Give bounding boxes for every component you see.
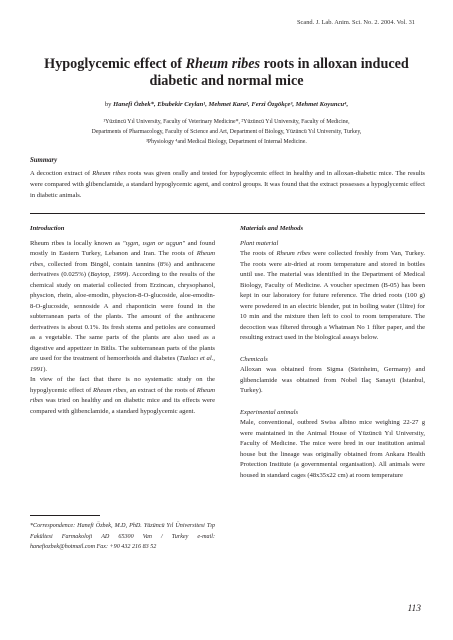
title-line1-pre: Hypoglycemic effect of: [44, 56, 186, 72]
text-run-italic: Tuzlacı et al., 1991: [30, 355, 215, 373]
section-divider: [30, 213, 425, 214]
text-run: , an extract of the roots of: [126, 386, 197, 394]
article-title: [30, 56, 423, 90]
title-line1-post: roots in alloxan induced: [260, 56, 409, 72]
affiliation-line: ¹Yüzüncü Yıl University, Faculty of Veterinary Medicine*, ²Yüzüncü Yıl University, Faculty of Medicine,: [103, 119, 350, 125]
title-line2: diabetic and normal mice: [149, 73, 304, 89]
intro-paragraph-1: [30, 239, 215, 376]
page-number: 113: [407, 604, 421, 614]
text-run: The roots of: [240, 250, 277, 257]
summary-text-part: roots was given orally and tested for hypoglycemic effect in healthy and in alloxan-diabetic mice. The results were compared with glibenclamide, a standard hypoglycemic agent, and control groups. It was found that the extract possesses a hypoglycemic effect in diabetic animals.: [30, 170, 425, 199]
summary-heading: Summary: [30, 157, 58, 164]
authors-by: by: [104, 101, 114, 108]
text-run: were collected freshly from Van, Turkey. The roots were air-dried at room temperature and stored in bottles until use. The material was identified in the Department of Medical Biology, Faculty of Medicine. A voucher specimen (B-05) has been kept in our laboratory for future reference. The dried roots (100 g) were powdered in an electric blender, put in boiling water (1litre) for 10 min and the mixture then left to cool to room temperature. The decoction was filtered through a Whatman No 1 filter paper, and the resulting extract used in the biological assays below.: [240, 250, 425, 341]
text-run: and found mostly in Eastern Turkey, Lebanon and Iran. The roots of: [30, 239, 215, 257]
text-run: , collected from Bingöl, contain tannins (8%) and anthracene derivatives (0.025%) (: [30, 260, 215, 278]
text-run: ). According to the results of the chemical study on material collected from Erzincan, chrysophanol, physcion, rhein, aloe-emodin, physcion-8-O-glucoside, aloe-emodin-8-O-glucoside, sennoside A and rhaponticin were found in the subterranean parts of the plants. The amount of the anthracene derivatives is about 0.1%. Its fresh stems and petioles are consumed as a vegetable. The same parts of the plants are also used as a digestive and appetizer in Bitlis. The subterranean parts of the plants are used for the treatment of hemorrhoids and diabetes (: [30, 271, 215, 362]
text-run-italic: Rheum ribes: [93, 386, 127, 394]
text-run: Rheum ribes is locally known as: [30, 239, 123, 247]
intro-paragraph-2: [30, 375, 215, 417]
right-column: [240, 224, 425, 481]
text-run: In view of the fact that there is no systematic study on the hypoglycemic effect of: [30, 376, 215, 394]
affiliation-line: ³Physiology ⁴and Medical Biology, Department of Internal Medicine.: [146, 139, 307, 145]
running-head: Scand. J. Lab. Anim. Sci. No. 2. 2004. Vol. 31: [297, 19, 415, 26]
text-run-italic: Baytop, 1999: [90, 271, 127, 278]
author-names: Hanefi Özbek*, Ebubekir Ceylan¹, Mehmet Kara², Ferzi Özgökçe³, Mehmet Koyuncu⁴,: [113, 101, 349, 108]
text-run: ).: [43, 365, 48, 373]
text-run-italic: Rheum ribes: [30, 386, 215, 404]
methods-heading: Materials and Methods: [240, 225, 304, 232]
title-species: Rheum ribes: [185, 56, 261, 72]
plant-material-paragraph: [240, 249, 425, 344]
experimental-animals-paragraph: Male, conventional, outbred Swiss albino mice weighing 22-27 g were maintained in the Animal House of Yüzüncü Yıl University, Faculty of Medicine. The mice were bred in our institution animal house but the lineage was originally obtained from Ankara Health Protection Institute (a governmental organisation). All animals were housed in standard cages (48x35x22 cm) at room temperature: [240, 419, 425, 479]
experimental-animals-heading: Experimental animals: [240, 408, 299, 416]
summary-text-part: A decoction extract of: [30, 170, 93, 177]
summary-species: Rheum ribes: [92, 170, 126, 177]
summary-text: [30, 168, 425, 201]
correspondence-footnote: *Correspondence: Hanefi Özbek, M.D, PhD. Yüzüncü Yıl Üniversitesi Tıp Fakültesi Farmakoloji AD 65300 Van / Turkey e-mail: hanefiozbek@hotmail.com Fax: +90 432 216 83 52: [30, 523, 215, 551]
footnote-divider: [30, 515, 100, 516]
introduction-heading: Introduction: [30, 225, 65, 232]
text-run-italic: Rheum ribes: [276, 250, 311, 257]
chemicals-heading: Chemicals: [240, 355, 268, 363]
text-run: was tried on healthy and on diabetic mice and its effects were compared with glibenclamide, a standard hypoglycemic agent.: [30, 397, 215, 415]
author-line: [30, 101, 423, 108]
affiliation-line: Departments of Pharmacology, Faculty of Science and Art, Department of Biology, Yüzüncü Yıl University, Turkey,: [91, 129, 362, 135]
affiliations: [30, 117, 423, 147]
left-column: [30, 224, 215, 417]
chemicals-paragraph: Alloxan was obtained from Sigma (Steinheim, Germany) and glibenclamide was obtained from Nobel Ilaç Sanayii (İstanbul, Turkey).: [240, 366, 425, 394]
plant-material-heading: Plant material: [240, 239, 279, 247]
text-run-italic: Rheum ribes: [30, 250, 215, 268]
text-run-italic: "ışgın, ısgın or uçgun": [122, 239, 186, 247]
